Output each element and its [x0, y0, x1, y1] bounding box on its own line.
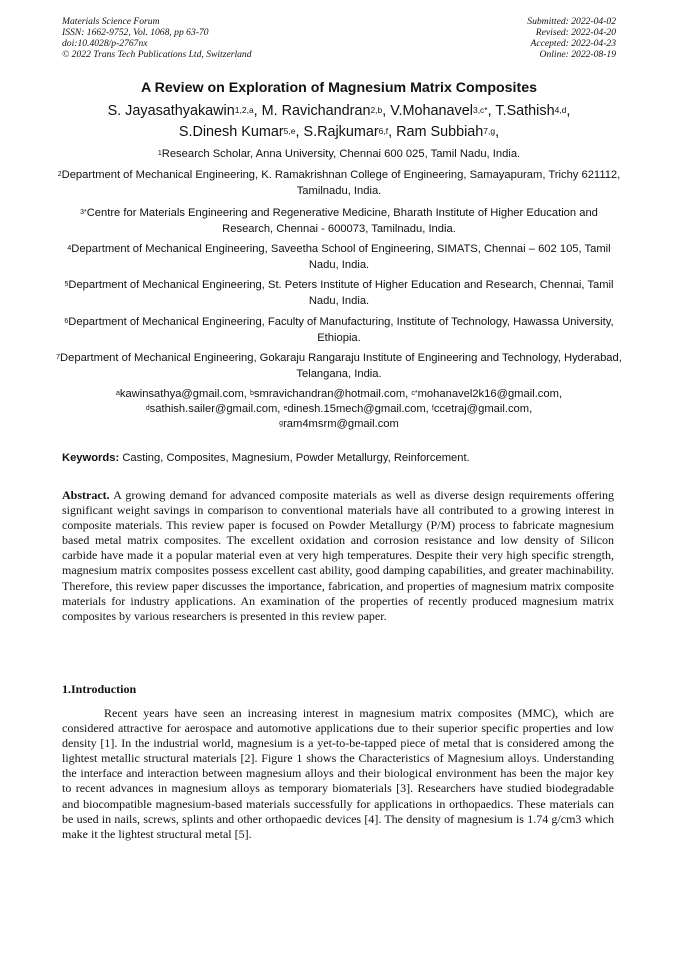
- email: $^b$smravichandran@hotmail.com: [249, 388, 406, 400]
- affiliation-5: $^5$Department of Mechanical Engineering, St. Peters Institute of Higher Education and Research, Chennai, Tamil Nadu, India.: [64, 279, 614, 307]
- doi-line: doi:10.4028/p-2767nx: [62, 38, 148, 49]
- abstract-label: Abstract.: [62, 488, 110, 502]
- author: M. Ravichandran$^{2,b}$,: [261, 103, 391, 119]
- section-heading-introduction: 1.Introduction: [62, 682, 137, 696]
- email: $^a$kawinsathya@gmail.com: [115, 388, 244, 400]
- author: T.Sathish$^{4,d}$,: [495, 103, 571, 119]
- keywords-label: Keywords:: [62, 452, 120, 464]
- author: S.Rajkumar$^{6,f}$,: [303, 124, 397, 140]
- author: Ram Subbiah$^{7,g}$,: [396, 124, 500, 140]
- accepted-date: Accepted: 2022-04-23: [530, 38, 616, 49]
- issn-line: ISSN: 1662-9752, Vol. 1068, pp 63-70: [62, 27, 209, 38]
- keywords-line: [62, 452, 622, 464]
- affiliation-7: $^7$Department of Mechanical Engineering, Gokaraju Rangaraju Institute of Engineering and Technology, Hyderabad, Telangana, India.: [56, 352, 622, 380]
- author-list: [40, 101, 638, 143]
- affiliation-2: $^2$Department of Mechanical Engineering, K. Ramakrishnan College of Engineering, Samayapuram, Trichy 621112, Tamilnadu, India.: [57, 169, 621, 197]
- keywords-text: Casting, Composites, Magnesium, Powder Metallurgy, Reinforcement.: [122, 452, 470, 464]
- author: S. Jayasathyakawin$^{1,2,a}$,: [107, 103, 262, 119]
- author: V.Mohanavel$^{3,c*}$,: [390, 103, 496, 119]
- copyright-line: © 2022 Trans Tech Publications Ltd, Switzerland: [62, 49, 252, 60]
- author: S.Dinesh Kumar$^{5,e}$,: [178, 124, 304, 140]
- affiliation-1: $^1$Research Scholar, Anna University, Chennai 600 025, Tamil Nadu, India.: [157, 148, 521, 160]
- revised-date: Revised: 2022-04-20: [535, 27, 616, 38]
- online-date: Online: 2022-08-19: [539, 49, 616, 60]
- introduction-paragraph: Recent years have seen an increasing interest in magnesium matrix composites (MMC), which are considered attractive for aerospace and automotive applications due to their superior specific properties and low density [1]. In the industrial world, magnesium is a yet-to-be-tapped piece of metal that is considered among the lightest metallic structural materials [2]. Figure 1 shows the Characteristics of Magnesium alloys. Understanding the interface and interaction between magnesium alloys and their biological environment has been the major key to recent advances in magnesium alloys as temporary biomaterials [3]. Researchers have studied biodegradable and biocompatible magnesium-based materials successfully for applications in orthopaedics. These materials can be used in nails, screws, splints and other orthopaedic devices [4]. The density of magnesium is 1.74 g/cm3 which make it the lightest structural metal [5].: [62, 706, 614, 841]
- abstract-paragraph: [62, 488, 614, 624]
- paper-title: A Review on Exploration of Magnesium Matrix Composites: [141, 80, 537, 96]
- email: $^{c*}$mohanavel2k16@gmail.com: [411, 388, 559, 400]
- abstract-text: A growing demand for advanced composite materials as well as diverse design requirements offering significant weight savings in comparison to conventional materials have all contributed to a growing interest in composite materials. This review paper is focused on Powder Metallurgy (P/M) process to fabricate magnesium based metal matrix composites. The excellent oxidation and corrosion resistance and low density of Silicon carbide have made it a popular material even at very high temperatures. Despite their very high specific strength, magnesium matrix composites possess excellent cast ability, good damping capabilities, and greater machinability. Therefore, this review paper discusses the importance, fabrication, and properties of magnesium matrix composite materials for industry applications. An examination of the properties of recently produced magnesium matrix composites by various researchers is presented in this review paper.: [62, 488, 614, 623]
- affiliation-4: $^4$Department of Mechanical Engineering, Saveetha School of Engineering, SIMATS, Chennai – 602 105, Tamil Nadu, India.: [67, 243, 611, 271]
- affiliation-6: $^6$Department of Mechanical Engineering, Faculty of Manufacturing, Institute of Technology, Hawassa University, Ethiopia.: [64, 316, 614, 344]
- affiliation-3: $^{3*}$Centre for Materials Engineering and Regenerative Medicine, Bharath Institute of Higher Education and Research, Chennai - 600073, Tamilnadu, India.: [80, 207, 598, 235]
- email: $^d$sathish.sailer@gmail.com: [145, 403, 278, 415]
- journal-name: Materials Science Forum: [62, 16, 160, 27]
- email: $^f$ccetraj@gmail.com: [431, 403, 530, 415]
- journal-header-right: [527, 16, 616, 60]
- email: $^g$ram4msrm@gmail.com: [279, 418, 399, 430]
- journal-header-left: [62, 16, 252, 60]
- email: $^e$dinesh.15mech@gmail.com: [283, 403, 426, 415]
- submitted-date: Submitted: 2022-04-02: [527, 16, 616, 27]
- email-list: $^a$kawinsathya@gmail.com, $^b$smravichandran@hotmail.com, $^{c*}$mohanavel2k16@gmail.com, $^d$sathish.sailer@gmail.com, $^e$dinesh.15mech@gmail.com, $^f$ccetraj@gmail.com, $^g$ram4msrm@gmail.com: [115, 388, 563, 430]
